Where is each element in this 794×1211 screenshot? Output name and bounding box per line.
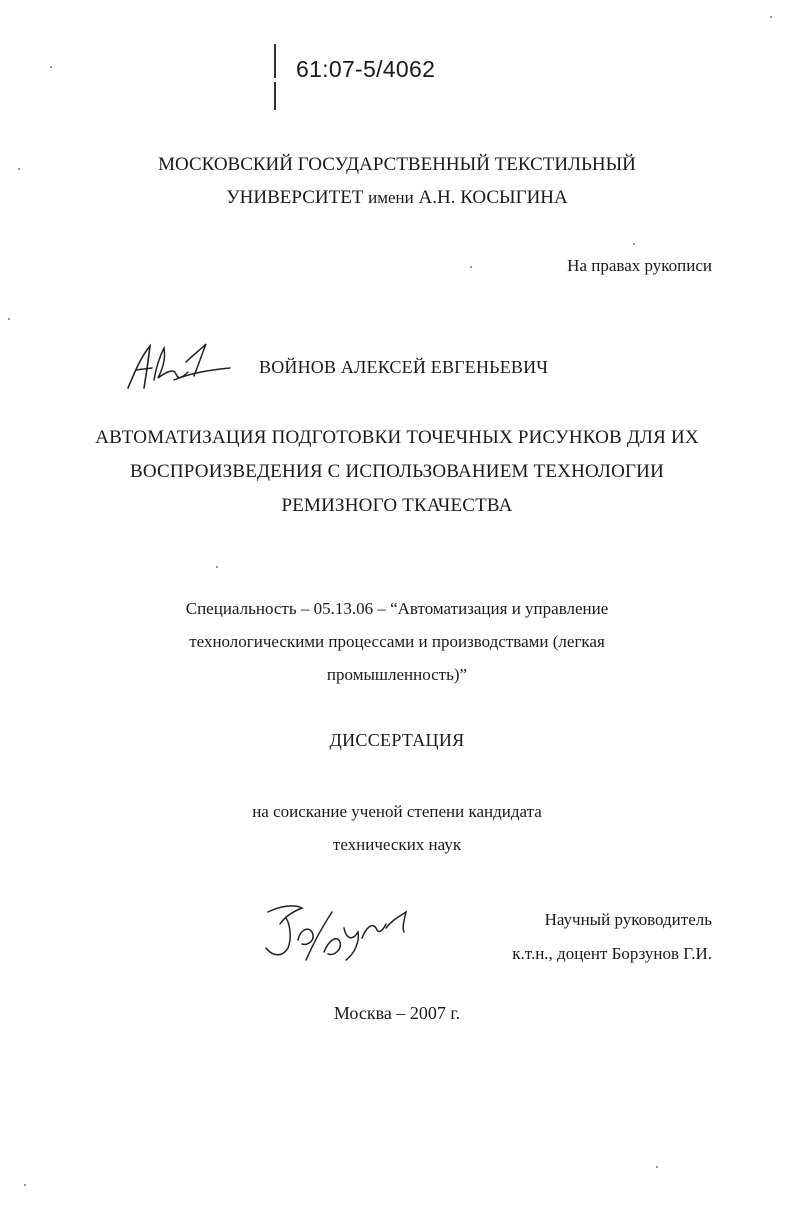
stamp-vertical-line-top: [274, 44, 276, 78]
scan-speck: [50, 66, 52, 68]
rights-note: На правах рукописи: [567, 256, 712, 275]
title-line-2: ВОСПРОИЗВЕДЕНИЯ С ИСПОЛЬЗОВАНИЕМ ТЕХНОЛОГИИ: [129, 461, 665, 482]
scan-speck: [24, 1184, 26, 1186]
stamp-vertical-line-bottom: [274, 82, 276, 110]
advisor-role: Научный руководитель: [544, 910, 712, 929]
degree: [0, 795, 794, 861]
scan-speck: [770, 16, 772, 18]
library-stamp-code: 61:07-5/4062: [296, 56, 436, 82]
advisor-name: к.т.н., доцент Борзунов Г.И.: [512, 944, 712, 963]
scan-speck: [8, 318, 10, 320]
scan-speck: [656, 1166, 658, 1168]
specialty-line-3: промышленность)”: [326, 665, 468, 684]
author-name: ВОЙНОВ АЛЕКСЕЙ ЕВГЕНЬЕВИЧ: [259, 357, 549, 377]
specialty: [0, 592, 794, 691]
author-signature: [122, 336, 232, 396]
scientific-advisor: [512, 903, 712, 971]
university-line-2: [0, 181, 794, 214]
specialty-line-2: технологическими процессами и производствами (легкая: [189, 632, 605, 651]
advisor-signature: [258, 898, 418, 968]
scan-speck: [216, 566, 218, 568]
title-line-3: РЕМИЗНОГО ТКАЧЕСТВА: [281, 495, 513, 516]
dissertation-title: [0, 421, 794, 523]
document-type: ДИССЕРТАЦИЯ: [329, 730, 465, 750]
university-name: [0, 148, 794, 214]
university-line-2-part-1: УНИВЕРСИТЕТ: [226, 187, 364, 208]
city-year: Москва – 2007 г.: [333, 1003, 461, 1023]
university-line-2-part-3: А.Н. КОСЫГИНА: [418, 187, 568, 208]
university-line-2-part-2: имени: [368, 188, 414, 207]
scan-speck: [18, 168, 20, 170]
scan-speck: [470, 266, 472, 268]
specialty-line-1: Специальность – 05.13.06 – “Автоматизация и управление: [185, 599, 609, 618]
degree-line-2: технических наук: [332, 835, 462, 854]
scan-speck: [633, 243, 635, 245]
title-line-1: АВТОМАТИЗАЦИЯ ПОДГОТОВКИ ТОЧЕЧНЫХ РИСУНКОВ ДЛЯ ИХ: [95, 427, 699, 448]
university-line-1: МОСКОВСКИЙ ГОСУДАРСТВЕННЫЙ ТЕКСТИЛЬНЫЙ: [158, 154, 636, 175]
degree-line-1: на соискание ученой степени кандидата: [252, 802, 542, 821]
